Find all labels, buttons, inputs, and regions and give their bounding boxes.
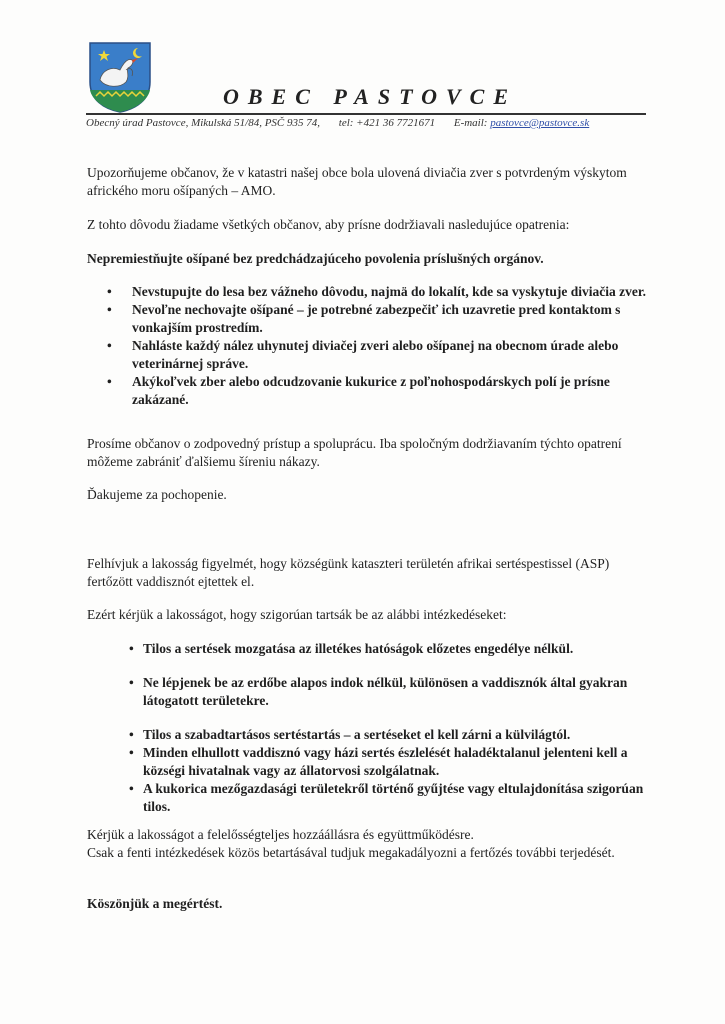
hu-paragraph-request: Ezért kérjük a lakosságot, hogy szigorúan tartsák be az alábbi intézkedéseket:	[87, 607, 507, 622]
sk-paragraph-thanks: Ďakujeme za pochopenie.	[87, 487, 227, 502]
sk-paragraph-appeal: Prosíme občanov o zodpovedný prístup a spoluprácu. Iba spoločným dodržiavaním týchto opatrení môžeme zabrániť ďalšiemu šíreniu nákazy.	[87, 436, 622, 469]
hu-paragraph-thanks: Köszönjük a megértést.	[87, 896, 223, 911]
sk-paragraph-rule: Nepremiestňujte ošípané bez predchádzajúceho povolenia príslušných orgánov.	[87, 251, 544, 266]
hu-paragraph-intro: Felhívjuk a lakosság figyelmét, hogy községünk kataszteri területén afrikai sertéspestissel (ASP) fertőzött vaddisznót ejtettek el.	[87, 556, 610, 589]
email-label: E-mail:	[453, 117, 488, 129]
list-item: • Akýkoľvek zber alebo odcudzovanie kukurice z poľnohospodárskych polí je prísne zakázané.	[107, 374, 610, 407]
list-item: • Ne lépjenek be az erdőbe alapos indok nélkül, különösen a vaddisznók által gyakran látogatott területekre.	[129, 675, 628, 708]
bullet-icon: •	[129, 745, 134, 760]
bullet-icon: •	[129, 727, 134, 742]
office-address: Obecný úrad Pastovce, Mikulská 51/84, PSČ 935 74,	[86, 117, 321, 129]
hu-appeal-line-1: Kérjük a lakosságot a felelősségteljes hozzáállásra és együttműködésre.	[87, 827, 474, 842]
contact-line	[86, 117, 656, 129]
hu-measures-list	[87, 640, 647, 816]
email-link[interactable]: pastovce@pastovce.sk	[490, 117, 590, 129]
page-title: OBEC PASTOVCE	[222, 84, 518, 109]
hu-paragraph-appeal	[87, 826, 647, 862]
list-item: • Tilos a sertések mozgatása az illetékes hatóságok előzetes engedélye nélkül.	[129, 641, 574, 656]
list-item: • A kukorica mezőgazdasági területekről történő gyűjtése vagy eltulajdonítása szigorúan tilos.	[129, 781, 644, 814]
office-phone: tel: +421 36 7721671	[338, 117, 436, 129]
list-item: • Minden elhullott vaddisznó vagy házi sertés észlelését haladéktalanul jelenteni kell a községi hivatalnak vagy az állatorvosi szolgálatnak.	[129, 745, 628, 778]
bullet-icon: •	[107, 338, 112, 353]
hu-appeal-line-2: Csak a fenti intézkedések közös betartásával tudjuk megakadályozni a fertőzés további terjedését.	[87, 845, 615, 860]
sk-measures-list	[87, 283, 647, 409]
bullet-icon: •	[129, 781, 134, 796]
sk-paragraph-request: Z tohto dôvodu žiadame všetkých občanov, aby prísne dodržiavali nasledujúce opatrenia:	[87, 217, 570, 232]
bullet-icon: •	[129, 641, 134, 656]
bullet-icon: •	[107, 302, 112, 317]
list-item: • Tilos a szabadtartásos sertéstartás – a sertéseket el kell zárni a külvilágtól.	[129, 727, 571, 742]
header-rule	[86, 113, 646, 115]
swan-coat-of-arms-icon	[86, 40, 154, 114]
bullet-icon: •	[129, 675, 134, 690]
bullet-icon: •	[107, 374, 112, 389]
list-item: • Nevstupujte do lesa bez vážneho dôvodu, najmä do lokalít, kde sa vyskytuje diviačia zver.	[107, 284, 647, 299]
list-item: • Nahláste každý nález uhynutej diviačej zveri alebo ošípanej na obecnom úrade alebo veterinárnej správe.	[107, 338, 619, 371]
list-item: • Nevoľne nechovajte ošípané – je potrebné zabezpečiť ich uzavretie pred kontaktom s vonkajším prostredím.	[107, 302, 621, 335]
bullet-icon: •	[107, 284, 112, 299]
sk-paragraph-intro: Upozorňujeme občanov, že v katastri našej obce bola ulovená diviačia zver s potvrdeným výskytom afrického moru ošípaných – AMO.	[87, 165, 627, 198]
